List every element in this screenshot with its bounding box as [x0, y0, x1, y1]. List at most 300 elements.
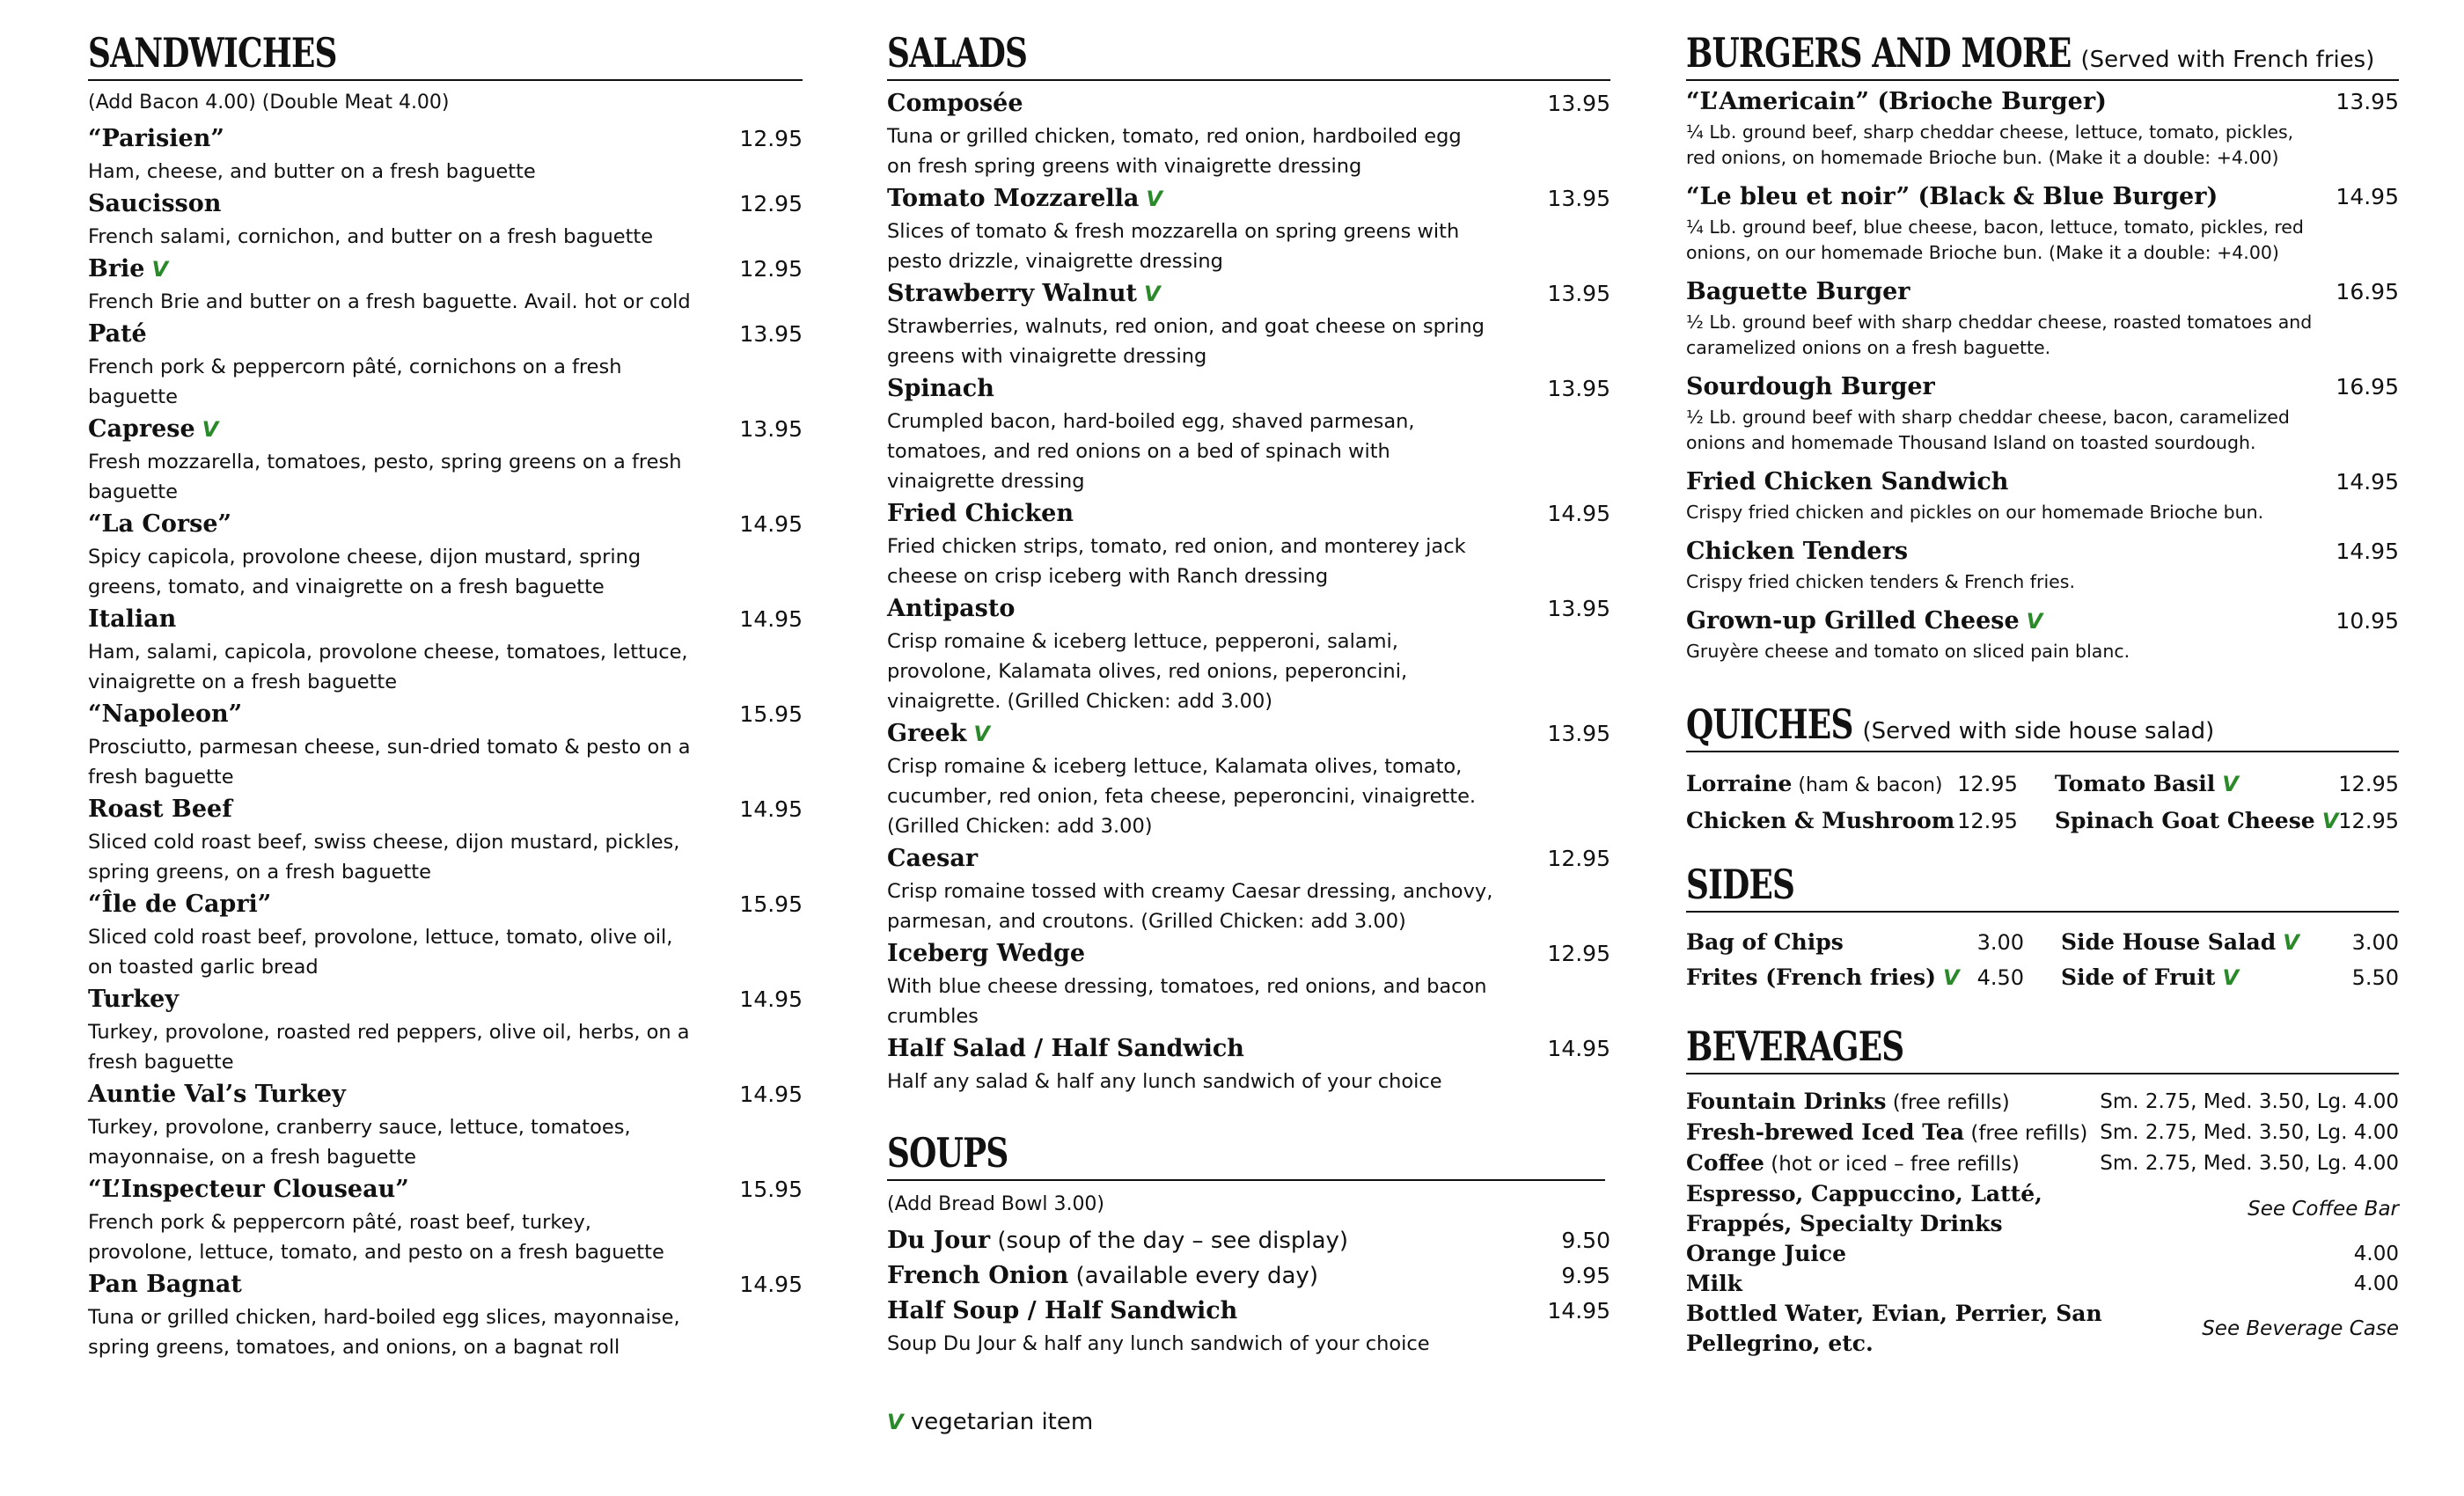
beverage-price: Sm. 2.75, Med. 3.50, Lg. 4.00	[2100, 1090, 2399, 1113]
menu-item-name-text: Tomato Mozzarella	[887, 185, 1140, 212]
menu-item-price: 14.95	[739, 511, 803, 537]
menu-item-description: mayonnaise, on a fresh baguette	[88, 1146, 416, 1169]
menu-item-header	[88, 317, 803, 352]
menu-item-description: Tuna or grilled chicken, tomato, red onion, hardboiled egg	[887, 125, 1462, 148]
menu-item-price: 13.95	[1547, 376, 1610, 401]
vegetarian-icon: V	[2321, 809, 2339, 833]
menu-item	[88, 507, 803, 602]
menu-item-name-text: Auntie Val’s Turkey	[88, 1081, 346, 1108]
quiche-item	[2055, 803, 2399, 839]
menu-item-description: provolone, Kalamata olives, red onions, peperoncini,	[887, 660, 1408, 683]
sides-divider	[1686, 911, 2399, 913]
beverage-name-line	[1686, 1239, 1846, 1269]
menu-item-description: red onions, on homemade Brioche bun. (Make it a double: +4.00)	[1686, 147, 2279, 168]
menu-item-name-text: Pan Bagnat	[88, 1271, 242, 1298]
menu-item-header	[1686, 604, 2399, 639]
menu-item-description: (Grilled Chicken: add 3.00)	[887, 815, 1153, 838]
beverage-name-line	[1686, 1148, 2020, 1179]
menu-item-description: Turkey, provolone, cranberry sauce, lettuce, tomatoes,	[88, 1116, 631, 1139]
menu-item-price: 13.95	[1547, 281, 1610, 306]
menu-item-name-text: Grown-up Grilled Cheese	[1686, 607, 2020, 634]
menu-item	[887, 371, 1610, 496]
menu-item-name	[1686, 275, 1910, 310]
menu-item-name-text: Roast Beef	[88, 796, 232, 823]
menu-item-name	[887, 936, 1085, 972]
burgers-note: (Served with French fries)	[2080, 47, 2375, 73]
menu-item-name-text: “Parisien”	[88, 125, 224, 152]
menu-item-description: Slices of tomato & fresh mozzarella on spring greens with	[887, 220, 1460, 243]
menu-item-description: greens with vinaigrette dressing	[887, 345, 1207, 368]
side-name-text: Frites (French fries)	[1686, 964, 1936, 990]
menu-item	[88, 1172, 803, 1267]
quiche-name-text: Lorraine	[1686, 771, 1793, 796]
menu-item-name	[88, 1077, 346, 1112]
menu-item-name	[887, 1223, 1348, 1258]
beverage-item	[1686, 1087, 2399, 1118]
menu-item	[88, 1077, 803, 1172]
menu-item-name	[88, 412, 218, 447]
beverage-name-text: Milk	[1686, 1271, 1742, 1296]
side-name	[1686, 960, 1960, 995]
menu-item-description: vinaigrette dressing	[887, 470, 1085, 493]
quiche-name-text: Spinach Goat Cheese	[2054, 808, 2315, 833]
beverage-name-line	[1686, 1269, 1742, 1299]
menu-item-header	[1686, 180, 2399, 215]
menu-item-name-text: Fried Chicken Sandwich	[1686, 468, 2009, 495]
menu-item-name	[88, 507, 231, 542]
soup-list	[887, 1223, 1610, 1359]
vegetarian-icon: V	[2026, 609, 2043, 634]
vegetarian-icon: V	[2222, 965, 2240, 990]
menu-item-price: 13.95	[1547, 596, 1610, 621]
menu-item-name-text: Fried Chicken	[887, 500, 1074, 527]
menu-item-description: onions, on our homemade Brioche bun. (Make it a double: +4.00)	[1686, 242, 2279, 263]
quiche-name	[1686, 803, 1954, 839]
sandwiches-note: (Add Bacon 4.00) (Double Meat 4.00)	[88, 92, 450, 114]
quiche-name-text: Tomato Basil	[2054, 771, 2216, 796]
menu-item-description: spring greens, tomatoes, and onions, on a bagnat roll	[88, 1336, 620, 1359]
menu-item-price: 14.95	[739, 986, 803, 1012]
menu-item	[887, 1031, 1610, 1096]
menu-item-header	[88, 507, 803, 542]
menu-item-price: 13.95	[1547, 91, 1610, 116]
side-item	[1686, 925, 2024, 960]
menu-item-description: tomatoes, and red onions on a bed of spinach with	[887, 440, 1390, 463]
menu-item-description: Crumpled bacon, hard-boiled egg, shaved parmesan,	[887, 410, 1415, 433]
menu-item	[88, 982, 803, 1077]
menu-item	[88, 887, 803, 982]
menu-item-description: Prosciutto, parmesan cheese, sun-dried tomato & pesto on a	[88, 736, 691, 759]
menu-item-price: 14.95	[2336, 184, 2399, 209]
menu-item-description: Ham, cheese, and butter on a fresh baguette	[88, 160, 536, 183]
menu-item	[887, 86, 1610, 181]
menu-item-description: Strawberries, walnuts, red onion, and goat cheese on spring	[887, 315, 1485, 338]
menu-item-name	[887, 276, 1161, 312]
menu-item-header	[1686, 465, 2399, 500]
menu-item-description: spring greens, on a fresh baguette	[88, 861, 431, 884]
side-price: 4.50	[1976, 965, 2024, 990]
menu-item-header	[88, 187, 803, 222]
soups-note: (Add Bread Bowl 3.00)	[887, 1193, 1105, 1215]
menu-item-description: on fresh spring greens with vinaigrette dressing	[887, 155, 1362, 178]
beverage-name-line	[1686, 1087, 2010, 1118]
side-name	[2061, 960, 2239, 995]
salads-title: SALADS	[887, 29, 1028, 77]
quiche-name	[2055, 766, 2239, 802]
menu-item-header	[1686, 370, 2399, 405]
menu-item	[887, 841, 1610, 936]
menu-item	[88, 317, 803, 412]
menu-item-name	[88, 1172, 409, 1207]
menu-item-name-text: Chicken Tenders	[1686, 538, 1909, 565]
beverage-price: 4.00	[2353, 1243, 2399, 1265]
menu-item-price: 16.95	[2336, 374, 2399, 400]
beverage-item	[1686, 1148, 2399, 1179]
menu-item-price: 13.95	[1547, 186, 1610, 211]
menu-item-name	[1686, 84, 2107, 120]
menu-item-name	[88, 1267, 242, 1302]
menu-item-name-text: Sourdough Burger	[1686, 373, 1935, 400]
menu-item-description: Sliced cold roast beef, swiss cheese, dijon mustard, pickles,	[88, 831, 680, 854]
menu-item-name	[88, 602, 176, 637]
menu-item	[88, 121, 803, 187]
vegetarian-icon: V	[202, 417, 219, 442]
menu-item-price: 14.95	[2336, 469, 2399, 495]
menu-item	[88, 412, 803, 507]
side-name-text: Side House Salad	[2061, 929, 2277, 955]
menu-item-header	[887, 371, 1610, 407]
menu-item-description: baguette	[88, 385, 178, 408]
quiches-note: (Served with side house salad)	[1862, 718, 2215, 744]
beverage-price: See Coffee Bar	[2248, 1198, 2399, 1221]
quiche-item	[1686, 766, 2018, 803]
menu-item-description: greens, tomato, and vinaigrette on a fresh baguette	[88, 576, 605, 598]
beverages-title: BEVERAGES	[1686, 1023, 1904, 1070]
beverage-name-text: Coffee	[1686, 1150, 1764, 1176]
vegetarian-icon: V	[1146, 187, 1162, 211]
menu-item-price: 12.95	[739, 191, 803, 216]
menu-item-name	[88, 252, 168, 287]
beverage-name-text: Bottled Water, Evian, Perrier, San	[1686, 1301, 2102, 1326]
menu-item	[1686, 604, 2399, 664]
menu-item-name-text: Paté	[88, 320, 147, 348]
menu-item-name-text: Du Jour	[887, 1227, 991, 1254]
burgers-title: BURGERS AND MORE	[1686, 29, 2072, 77]
menu-item-name	[88, 982, 179, 1017]
menu-item-description: Crisp romaine tossed with creamy Caesar dressing, anchovy,	[887, 880, 1493, 903]
side-name-text: Bag of Chips	[1686, 929, 1844, 955]
quiche-item	[2055, 766, 2399, 803]
menu-item-name	[1686, 180, 2218, 215]
menu-item	[88, 792, 803, 887]
menu-item	[1686, 534, 2399, 595]
menu-item-name-text: Greek	[887, 720, 967, 747]
menu-item-description: onions and homemade Thousand Island on toasted sourdough.	[1686, 432, 2256, 453]
menu-item-description: Half any salad & half any lunch sandwich of your choice	[887, 1070, 1442, 1093]
menu-item-name-suffix: (available every day)	[1068, 1263, 1318, 1289]
soups-title: SOUPS	[887, 1129, 1008, 1177]
sandwiches-divider	[88, 79, 803, 81]
menu-item-description: French Brie and butter on a fresh baguette. Avail. hot or cold	[88, 290, 691, 313]
menu-item-name-text: Antipasto	[887, 595, 1016, 622]
beverage-name-suffix: (free refills)	[1964, 1122, 2088, 1145]
vegetarian-icon: V	[973, 722, 990, 746]
menu-item-name	[88, 121, 224, 157]
menu-item-header	[887, 841, 1610, 876]
menu-item-price: 14.95	[739, 796, 803, 822]
beverage-name	[1686, 1269, 1742, 1299]
menu-item-name	[1686, 370, 1935, 405]
menu-item-name-text: “L’Americain” (Brioche Burger)	[1686, 88, 2107, 115]
side-item	[2061, 925, 2399, 960]
menu-item-price: 16.95	[2336, 279, 2399, 304]
menu-item-name	[887, 496, 1074, 532]
menu-item	[88, 187, 803, 252]
menu-item-header	[1686, 275, 2399, 310]
menu-item-header	[887, 1031, 1610, 1067]
quiche-name-suffix: (ham & bacon)	[1792, 774, 1943, 796]
menu-item-price: 12.95	[1547, 941, 1610, 966]
menu-item-name-text: Spinach	[887, 375, 994, 402]
menu-item-name-text: “Le bleu et noir” (Black & Blue Burger)	[1686, 183, 2218, 210]
beverage-name-text: Espresso, Cappuccino, Latté,	[1686, 1181, 2042, 1206]
menu-item-name-text: “Île de Capri”	[88, 891, 272, 918]
menu-item-name-text: Saucisson	[88, 190, 222, 217]
menu-item-name-text: Half Soup / Half Sandwich	[887, 1297, 1238, 1324]
menu-item-description: cucumber, red onion, feta cheese, peperoncini, vinaigrette.	[887, 785, 1477, 808]
menu-item-name	[887, 1258, 1318, 1294]
side-item	[1686, 960, 2024, 995]
menu-item-description: With blue cheese dressing, tomatoes, red onions, and bacon	[887, 975, 1487, 998]
menu-item-header	[887, 86, 1610, 121]
menu-item-header	[887, 181, 1610, 216]
beverage-item	[1686, 1179, 2399, 1239]
salads-divider	[887, 79, 1610, 81]
menu-item-description: French salami, cornichon, and butter on a fresh baguette	[88, 225, 654, 248]
burger-list	[1686, 84, 2399, 664]
menu-item-name-text: “La Corse”	[88, 510, 232, 538]
quiche-price: 12.95	[1957, 772, 2018, 796]
menu-item-name	[88, 187, 221, 222]
menu-item-name	[887, 181, 1162, 216]
menu-item-price: 14.95	[739, 1082, 803, 1107]
menu-item-description: crumbles	[887, 1005, 979, 1028]
menu-item-header	[88, 982, 803, 1017]
menu-item-name-text: Caesar	[887, 845, 979, 872]
menu-item-header	[88, 602, 803, 637]
menu-item	[88, 252, 803, 317]
menu-item-header	[88, 792, 803, 827]
menu-item-name-text: Brie	[88, 255, 145, 282]
menu-item-description: Spicy capicola, provolone cheese, dijon mustard, spring	[88, 546, 642, 568]
menu-item-description: Crispy fried chicken tenders & French fries.	[1686, 571, 2075, 592]
menu-item-price: 9.95	[1561, 1263, 1610, 1288]
menu-item-header	[88, 1267, 803, 1302]
quiches-header	[1686, 698, 2242, 751]
menu-item-description: provolone, lettuce, tomato, and pesto on a fresh baguette	[88, 1241, 664, 1264]
menu-item	[88, 1267, 803, 1362]
beverage-list	[1686, 1087, 2399, 1359]
menu-item-price: 14.95	[2336, 539, 2399, 564]
menu-item-price: 14.95	[739, 1272, 803, 1297]
beverage-name	[1686, 1148, 2020, 1179]
menu-item-description: pesto drizzle, vinaigrette dressing	[887, 250, 1223, 273]
beverage-item	[1686, 1269, 2399, 1299]
menu-item-name	[88, 792, 232, 827]
vegetarian-icon: V	[2222, 772, 2239, 796]
quiche-grid	[1686, 766, 2399, 839]
beverage-item	[1686, 1118, 2399, 1148]
menu-item-name	[887, 841, 978, 876]
menu-item	[887, 181, 1610, 276]
menu-item-price: 13.95	[1547, 721, 1610, 746]
menu-item-header	[887, 496, 1610, 532]
menu-item	[88, 602, 803, 697]
menu-item-header	[887, 1294, 1610, 1329]
menu-item-name	[1686, 534, 1908, 569]
menu-item-price: 13.95	[2336, 89, 2399, 114]
menu-item-description: fresh baguette	[88, 766, 234, 788]
menu-item-price: 14.95	[1547, 501, 1610, 526]
menu-item	[887, 496, 1610, 591]
vegetarian-icon: V	[151, 257, 169, 282]
menu-item-price: 13.95	[739, 416, 803, 442]
menu-item-name	[88, 697, 242, 732]
menu-item-name	[88, 887, 271, 922]
quiche-name-text: Chicken & Mushroom	[1686, 808, 1955, 833]
beverage-name-line	[1686, 1299, 2102, 1329]
menu-item	[1686, 465, 2399, 525]
beverage-name-text: Orange Juice	[1686, 1241, 1847, 1266]
menu-item-name-text: Turkey	[88, 986, 180, 1013]
beverage-name-line	[1686, 1118, 2087, 1148]
menu-item-name-text: French Onion	[887, 1262, 1069, 1289]
menu-item-price: 14.95	[1547, 1036, 1610, 1061]
vegetarian-legend	[887, 1404, 1610, 1440]
burgers-column	[1686, 26, 2399, 1359]
menu-item-header	[88, 252, 803, 287]
menu-item-description: Sliced cold roast beef, provolone, lettuce, tomato, olive oil,	[88, 926, 673, 949]
menu-item-description: Crispy fried chicken and pickles on our homemade Brioche bun.	[1686, 502, 2264, 523]
menu-item-description: cheese on crisp iceberg with Ranch dressing	[887, 565, 1329, 588]
menu-item-name	[887, 371, 994, 407]
beverage-item	[1686, 1239, 2399, 1269]
menu-item-price: 12.95	[739, 256, 803, 282]
menu-item-description: Tuna or grilled chicken, hard-boiled egg slices, mayonnaise,	[88, 1306, 680, 1329]
menu-item-name	[1686, 465, 2008, 500]
menu-item-description: fresh baguette	[88, 1051, 234, 1074]
side-item	[2061, 960, 2399, 995]
menu-item-name	[1686, 604, 2042, 639]
menu-item-description: Gruyère cheese and tomato on sliced pain blanc.	[1686, 641, 2130, 662]
menu-item-name	[887, 1294, 1237, 1329]
menu-item	[88, 697, 803, 792]
menu-item-name	[887, 86, 1023, 121]
menu-item-description: Soup Du Jour & half any lunch sandwich of your choice	[887, 1332, 1430, 1355]
menu-item-name-text: Composée	[887, 90, 1023, 117]
menu-item-description: ½ Lb. ground beef with sharp cheddar cheese, roasted tomatoes and	[1686, 312, 2313, 333]
menu-item-description: Turkey, provolone, roasted red peppers, olive oil, herbs, on a	[88, 1021, 690, 1044]
vegetarian-icon: V	[887, 1410, 904, 1434]
menu-item-name	[887, 1031, 1244, 1067]
sides-grid	[1686, 925, 2399, 995]
menu-item	[887, 716, 1610, 841]
menu-item-name-text: Iceberg Wedge	[887, 940, 1086, 967]
menu-item-header	[88, 1172, 803, 1207]
vegetarian-icon: V	[2283, 930, 2299, 955]
menu-item-price: 14.95	[1547, 1298, 1610, 1324]
menu-item-name-text: “L’Inspecteur Clouseau”	[88, 1176, 409, 1203]
menu-item-header	[887, 716, 1610, 752]
beverage-name-line: Frappés, Specialty Drinks	[1686, 1211, 2003, 1236]
beverage-name-text: Fresh-brewed Iced Tea	[1686, 1119, 1965, 1145]
menu-item-price: 12.95	[1547, 846, 1610, 871]
menu-item-description: Ham, salami, capicola, provolone cheese, tomatoes, lettuce,	[88, 641, 688, 664]
salads-soups-column	[887, 26, 1610, 1440]
side-price: 3.00	[1976, 930, 2024, 955]
menu-item-description: on toasted garlic bread	[88, 956, 319, 979]
menu-item-header	[88, 697, 803, 732]
menu-item-description: vinaigrette on a fresh baguette	[88, 671, 398, 693]
menu-item-description: Crisp romaine & iceberg lettuce, Kalamata olives, tomato,	[887, 755, 1463, 778]
quiche-name	[2055, 803, 2338, 839]
vegetarian-icon: V	[1144, 282, 1161, 306]
beverage-name	[1686, 1299, 2102, 1359]
menu-item-price: 15.95	[739, 1177, 803, 1202]
sides-title: SIDES	[1686, 861, 1795, 908]
menu-item-name-text: “Napoleon”	[88, 700, 243, 728]
menu-item	[887, 276, 1610, 371]
menu-item-header	[88, 887, 803, 922]
sandwiches-title: SANDWICHES	[88, 29, 337, 77]
menu-item-header	[887, 591, 1610, 627]
menu-item-name-text: Italian	[88, 605, 177, 633]
side-name-text: Side of Fruit	[2061, 964, 2216, 990]
menu-item	[887, 591, 1610, 716]
menu-item	[887, 1223, 1610, 1258]
menu-item-description: ¼ Lb. ground beef, sharp cheddar cheese, lettuce, tomato, pickles,	[1686, 121, 2294, 143]
beverage-name	[1686, 1239, 1846, 1269]
menu-item-description: parmesan, and croutons. (Grilled Chicken: add 3.00)	[887, 910, 1406, 933]
menu-item-name	[887, 716, 990, 752]
menu-item	[1686, 275, 2399, 361]
beverage-price: Sm. 2.75, Med. 3.50, Lg. 4.00	[2100, 1121, 2399, 1144]
menu-item-price: 9.50	[1561, 1228, 1610, 1253]
menu-item	[887, 1294, 1610, 1359]
menu-item-description: Fresh mozzarella, tomatoes, pesto, spring greens on a fresh	[88, 451, 682, 473]
menu-item-header	[88, 121, 803, 157]
menu-item-description: caramelized onions on a fresh baguette.	[1686, 337, 2051, 358]
quiche-price: 12.95	[2338, 772, 2399, 796]
menu-item-description: Fried chicken strips, tomato, red onion, and monterey jack	[887, 535, 1466, 558]
menu-item-header	[887, 1258, 1610, 1294]
quiches-title: QUICHES	[1686, 700, 1853, 748]
beverage-item	[1686, 1299, 2399, 1359]
quiche-name	[1686, 766, 1942, 803]
menu-item-header	[1686, 534, 2399, 569]
beverage-name-line	[1686, 1179, 2042, 1209]
menu-item-name-text: Caprese	[88, 415, 195, 443]
vegetarian-legend-text: vegetarian item	[910, 1409, 1094, 1435]
menu-item-price: 12.95	[739, 126, 803, 151]
beverage-price: Sm. 2.75, Med. 3.50, Lg. 4.00	[2100, 1152, 2399, 1175]
beverage-name-line: Pellegrino, etc.	[1686, 1331, 1874, 1356]
menu-item-name	[887, 591, 1015, 627]
beverage-name	[1686, 1179, 2042, 1239]
menu-item-name-text: Half Salad / Half Sandwich	[887, 1035, 1244, 1062]
menu-item-price: 15.95	[739, 701, 803, 727]
side-name	[1686, 925, 1844, 960]
